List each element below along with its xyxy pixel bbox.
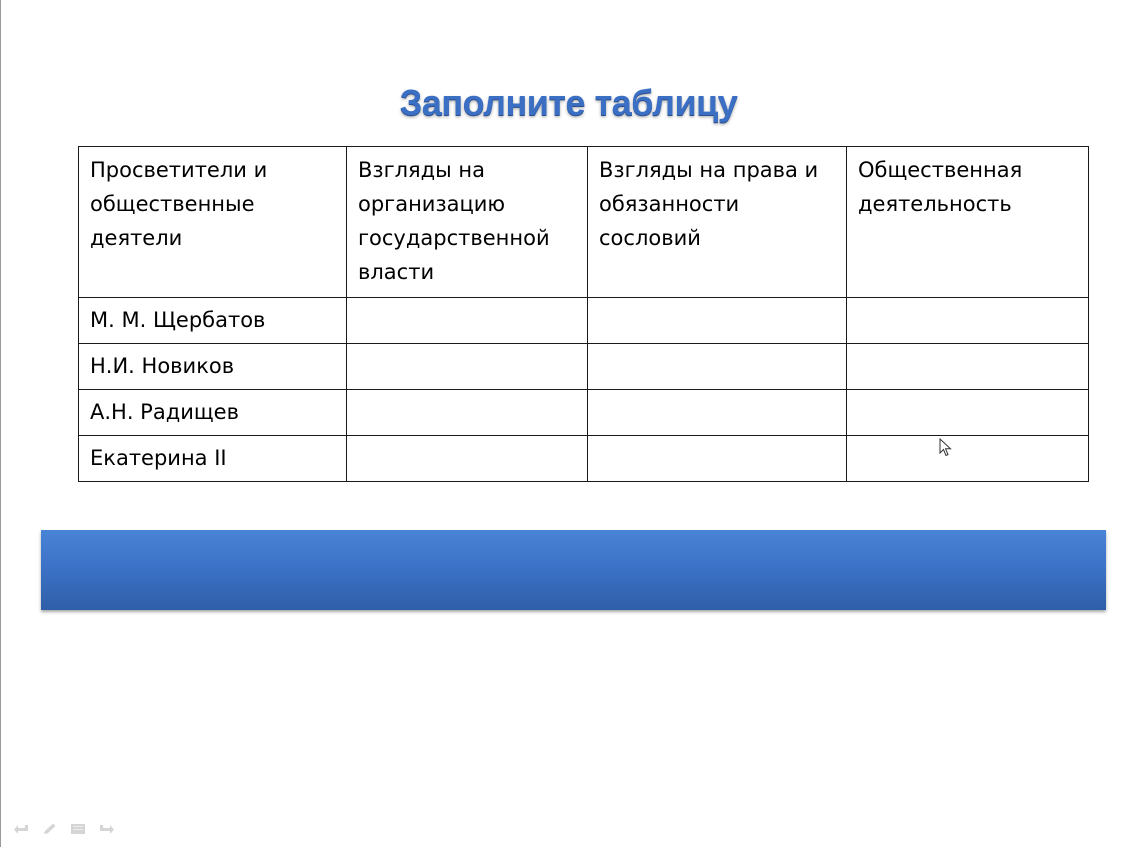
empty-cell[interactable] (588, 344, 847, 390)
fill-in-table (78, 146, 1089, 482)
empty-cell[interactable] (347, 344, 588, 390)
header-cell-estate-rights: Взгляды на права и обязанности сословий (588, 147, 847, 298)
mouse-pointer-icon (939, 438, 953, 458)
row-name-cell: М. М. Щербатов (79, 298, 347, 344)
empty-cell[interactable] (847, 344, 1089, 390)
header-cell-figures: Просветители и общественные деятели (79, 147, 347, 298)
empty-cell[interactable] (847, 436, 1089, 482)
menu-icon[interactable] (69, 822, 87, 836)
header-cell-public-activity: Общественная деятельность (847, 147, 1089, 298)
table-row (79, 436, 1089, 482)
pen-icon[interactable] (41, 822, 59, 836)
row-name-cell: Н.И. Новиков (79, 344, 347, 390)
previous-arrow-icon[interactable] (13, 822, 31, 836)
empty-cell[interactable] (347, 436, 588, 482)
empty-cell[interactable] (847, 298, 1089, 344)
table-row (79, 298, 1089, 344)
empty-cell[interactable] (847, 390, 1089, 436)
slideshow-controls (13, 822, 115, 836)
row-name-cell: Екатерина II (79, 436, 347, 482)
next-arrow-icon[interactable] (97, 822, 115, 836)
empty-cell[interactable] (588, 390, 847, 436)
header-cell-state-power: Взгляды на организацию государственной власти (347, 147, 588, 298)
row-name-cell: А.Н. Радищев (79, 390, 347, 436)
empty-cell[interactable] (588, 436, 847, 482)
slide-title: Заполните таблицу (399, 82, 738, 123)
empty-cell[interactable] (347, 390, 588, 436)
table-row (79, 390, 1089, 436)
empty-cell[interactable] (347, 298, 588, 344)
blue-banner-bar (41, 530, 1106, 610)
empty-cell[interactable] (588, 298, 847, 344)
table-row (79, 344, 1089, 390)
table-header-row (79, 147, 1089, 298)
